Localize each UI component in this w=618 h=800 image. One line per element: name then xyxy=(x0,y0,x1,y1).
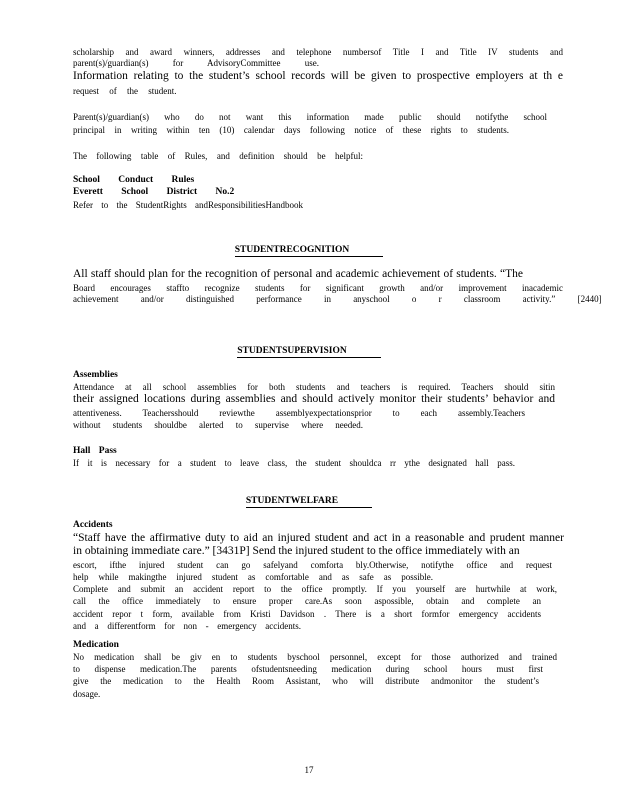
notify-line: Parent(s)/guardian(s) who do not want this information made public should notifythe school xyxy=(73,112,547,122)
accidents-line: Complete and submit an accident report to the office promptly. If you yourself are hurtwhile at work, xyxy=(73,584,557,594)
accidents-line: “Staff have the affirmative duty to aid an injured student and act in a reasonable and prudent manner xyxy=(73,532,564,544)
section-heading-supervision: STUDENTSUPERVISION xyxy=(0,345,618,358)
accidents-line: escort, ifthe injured student can go safelyand comforta bly.Otherwise, notifythe office and request xyxy=(73,560,552,570)
accidents-line: accident repor t form, available from Kristi Davidson . There is a short formfor emergency accidents xyxy=(73,609,541,619)
conduct-title: School Conduct Rules xyxy=(73,175,195,185)
medication-line: No medication shall be giv en to students byschool personnel, except for those authorized and trained xyxy=(73,652,557,662)
conduct-refer: Refer to the StudentRights andResponsibilitiesHandbook xyxy=(73,200,303,210)
medication-line: dosage. xyxy=(73,689,101,699)
intro-line: scholarship and award winners, addresses and telephone numbersof Title I and Title IV students and xyxy=(73,47,563,57)
conduct-district: Everett School District No.2 xyxy=(73,187,235,197)
recognition-line: All staff should plan for the recognition of personal and academic achievement of students. “The xyxy=(73,268,523,280)
medication-line: to dispense medication.The parents ofstudentsneeding medication during school hours must first xyxy=(73,664,543,674)
intro-line: parent(s)/guardian(s) for AdvisoryCommittee use. xyxy=(73,58,319,68)
page-number: 17 xyxy=(304,765,314,775)
recognition-line: achievement and/or distinguished performance in anyschool o r classroom activity.” [2440] xyxy=(73,294,602,304)
accidents-line: call the office immediately to ensure proper care.As soon aspossible, obtain and complete an xyxy=(73,596,541,606)
intro-line: Information relating to the student’s school records will be given to prospective employers at th e xyxy=(73,70,563,82)
medication-title: Medication xyxy=(73,640,119,650)
assemblies-line: without students shouldbe alerted to supervise where needed. xyxy=(73,420,363,430)
accidents-line: help while makingthe injured student as comfortable and as safe as possible. xyxy=(73,572,433,582)
recognition-line: Board encourages staffto recognize students for significant growth and/or improvement inacademic xyxy=(73,283,563,293)
assemblies-line: their assigned locations during assemblies and should actively monitor their students’ behavior and xyxy=(73,393,555,405)
medication-line: give the medication to the Health Room Assistant, who will distribute andmonitor the student’s xyxy=(73,676,539,686)
section-heading-recognition: STUDENTRECOGNITION xyxy=(0,244,618,257)
accidents-line: and a differentform for non - emergency accidents. xyxy=(73,621,301,631)
section-heading-welfare: STUDENTWELFARE xyxy=(0,495,618,508)
assemblies-line: attentiveness. Teachersshould reviewthe assemblyexpectationsprior to each assembly.Teachers xyxy=(73,408,525,418)
table-note: The following table of Rules, and definition should be helpful: xyxy=(73,151,363,161)
assemblies-title: Assemblies xyxy=(73,370,118,380)
hall-pass-line: If it is necessary for a student to leave class, the student shouldca rr ythe designated hall pass. xyxy=(73,458,515,468)
hall-pass-title: Hall Pass xyxy=(73,446,117,456)
assemblies-line: Attendance at all school assemblies for both students and teachers is required. Teachers should sitin xyxy=(73,382,555,392)
accidents-line: in obtaining immediate care.” [3431P] Send the injured student to the office immediately with an xyxy=(73,545,520,557)
intro-line: request of the student. xyxy=(73,86,177,96)
notify-line: principal in writing within ten (10) calendar days following notice of these rights to students. xyxy=(73,125,509,135)
accidents-title: Accidents xyxy=(73,520,113,530)
